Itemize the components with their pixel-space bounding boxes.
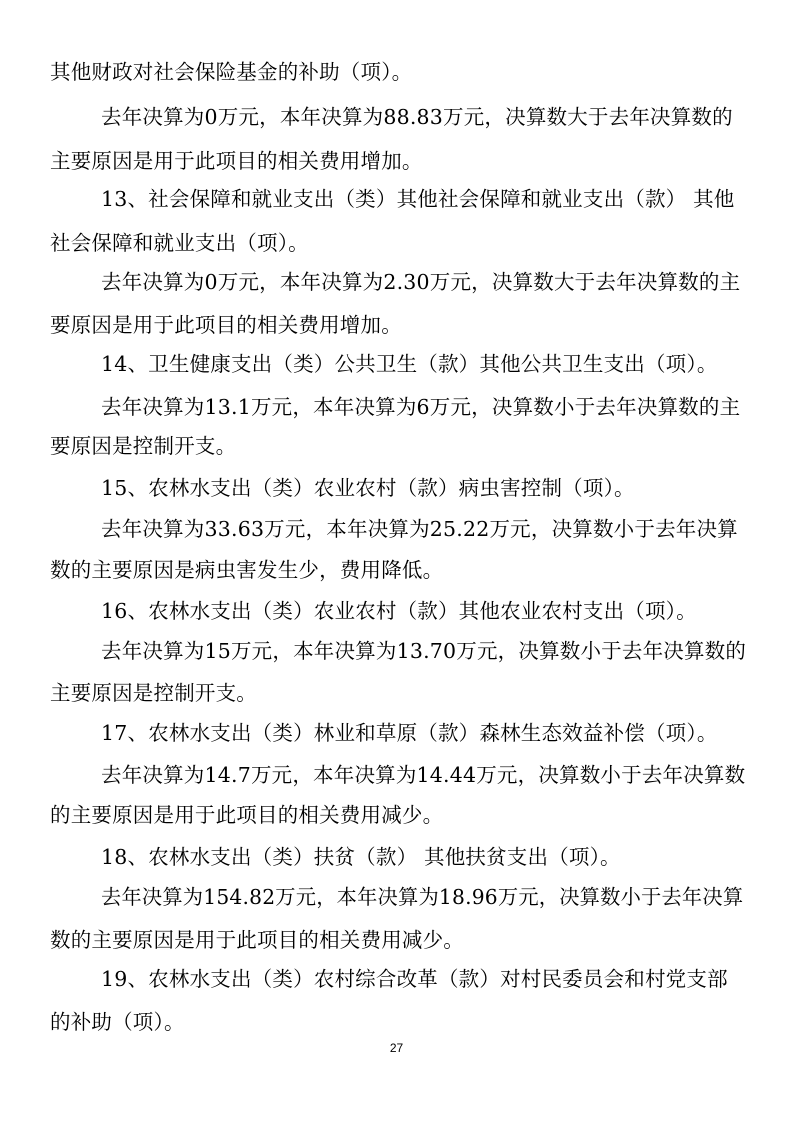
- text-line: 16、农林水支出（类）农业农村（款）其他农业农村支出（项）。: [101, 599, 697, 623]
- text-line: 15、农林水支出（类）农业农村（款）病虫害控制（项）。: [101, 476, 635, 500]
- text-line: 社会保障和就业支出（项）。: [50, 231, 309, 255]
- text-line: 去年决算为154.82万元，本年决算为18.96万元，决算数小于去年决算: [101, 885, 744, 909]
- text-line: 的补助（项）。: [50, 1010, 185, 1034]
- text-line: 其他财政对社会保险基金的补助（项）。: [50, 60, 413, 84]
- text-line: 要原因是控制开支。: [50, 434, 237, 458]
- text-line: 13、社会保障和就业支出（类）其他社会保障和就业支出（款） 其他: [101, 187, 735, 211]
- text-line: 去年决算为15万元，本年决算为13.70万元，决算数小于去年决算数的: [101, 639, 747, 663]
- text-line: 去年决算为14.7万元，本年决算为14.44万元，决算数小于去年决算数: [101, 763, 746, 787]
- text-line: 19、农林水支出（类）农村综合改革（款）对村民委员会和村党支部: [101, 967, 728, 991]
- text-line: 去年决算为13.1万元，本年决算为6万元，决算数小于去年决算数的主: [101, 395, 741, 419]
- text-line: 去年决算为0万元，本年决算为2.30万元，决算数大于去年决算数的主: [101, 270, 741, 294]
- text-line: 要原因是用于此项目的相关费用增加。: [50, 313, 402, 337]
- text-line: 18、农林水支出（类）扶贫（款） 其他扶贫支出（项）。: [101, 845, 621, 869]
- text-line: 的主要原因是用于此项目的相关费用减少。: [50, 803, 444, 827]
- text-line: 主要原因是控制开支。: [50, 681, 257, 705]
- text-line: 17、农林水支出（类）林业和草原（款）森林生态效益补偿（项）。: [101, 721, 718, 745]
- page-number: 27: [389, 1041, 404, 1055]
- text-line: 14、卫生健康支出（类）公共卫生（款）其他公共卫生支出（项）。: [101, 352, 718, 376]
- text-line: 数的主要原因是病虫害发生少，费用降低。: [50, 558, 444, 582]
- text-line: 数的主要原因是用于此项目的相关费用减少。: [50, 928, 464, 952]
- text-line: 去年决算为33.63万元，本年决算为25.22万元，决算数小于去年决算: [101, 517, 738, 541]
- text-line: 去年决算为0万元，本年决算为88.83万元，决算数大于去年决算数的: [101, 105, 733, 129]
- text-line: 主要原因是用于此项目的相关费用增加。: [50, 149, 423, 173]
